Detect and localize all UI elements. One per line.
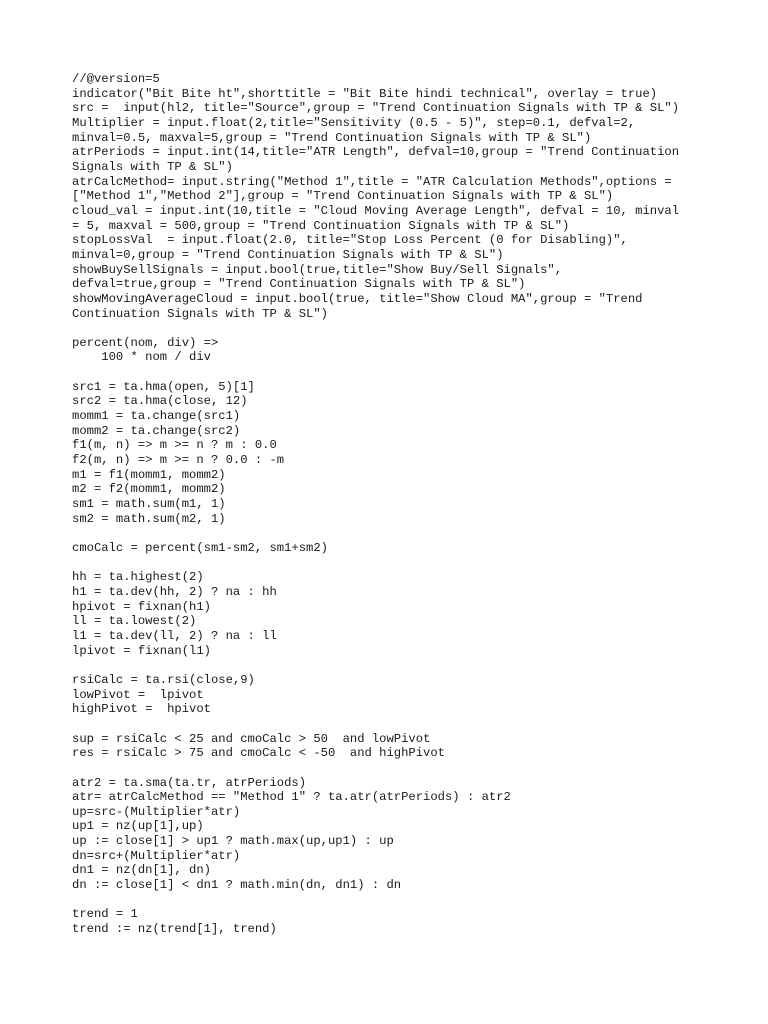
code-line [72, 717, 712, 732]
code-line: = 5, maxval = 500,group = "Trend Continuation Signals with TP & SL") [72, 218, 570, 233]
code-line: l1 = ta.dev(ll, 2) ? na : ll [72, 628, 277, 643]
code-line: f2(m, n) => m >= n ? 0.0 : -m [72, 453, 285, 468]
code-line: atr= atrCalcMethod == "Method 1" ? ta.atr(atrPeriods) : atr2 [72, 790, 511, 805]
code-line: m2 = f2(momm1, momm2) [72, 482, 226, 497]
code-line: m1 = f1(momm1, momm2) [72, 467, 226, 482]
code-line: lpivot = fixnan(l1) [72, 643, 211, 658]
code-line [72, 893, 712, 908]
code-line: sup = rsiCalc < 25 and cmoCalc > 50 and lowPivot [72, 731, 431, 746]
code-line: cloud_val = input.int(10,title = "Cloud Moving Average Length", defval = 10, minval [72, 203, 680, 218]
code-line: //@version=5 [72, 72, 160, 86]
code-line: dn1 = nz(dn[1], dn) [72, 863, 211, 878]
code-line [72, 365, 712, 380]
code-line: atr2 = ta.sma(ta.tr, atrPeriods) [72, 775, 307, 790]
code-line: defval=true,group = "Trend Continuation Signals with TP & SL") [72, 277, 526, 292]
code-line: src2 = ta.hma(close, 12) [72, 394, 248, 409]
code-line: highPivot = hpivot [72, 702, 211, 717]
code-line [72, 526, 712, 541]
code-line [72, 658, 712, 673]
code-line: dn := close[1] < dn1 ? math.min(dn, dn1) : dn [72, 878, 402, 893]
code-line: Continuation Signals with TP & SL") [72, 306, 328, 321]
code-line: stopLossVal = input.float(2.0, title="Stop Loss Percent (0 for Disabling)", [72, 233, 628, 248]
code-line: rsiCalc = ta.rsi(close,9) [72, 672, 255, 687]
code-block [72, 72, 712, 937]
code-line: sm1 = math.sum(m1, 1) [72, 497, 226, 512]
code-line: atrPeriods = input.int(14,title="ATR Length", defval=10,group = "Trend Continuation [72, 145, 680, 160]
code-line: Multiplier = input.float(2,title="Sensitivity (0.5 - 5)", step=0.1, defval=2, [72, 115, 636, 130]
code-line: trend = 1 [72, 907, 138, 922]
code-line: trend := nz(trend[1], trend) [72, 922, 277, 937]
code-line: sm2 = math.sum(m2, 1) [72, 511, 226, 526]
code-line: Signals with TP & SL") [72, 159, 233, 174]
code-line: up1 = nz(up[1],up) [72, 819, 204, 834]
code-line: hpivot = fixnan(h1) [72, 599, 211, 614]
code-line: atrCalcMethod= input.string("Method 1",title = "ATR Calculation Methods",options = [72, 174, 672, 189]
code-line: showBuySellSignals = input.bool(true,title="Show Buy/Sell Signals", [72, 262, 563, 277]
code-line: cmoCalc = percent(sm1-sm2, sm1+sm2) [72, 541, 328, 555]
code-line: indicator("Bit Bite ht",shorttitle = "Bit Bite hindi technical", overlay = true) [72, 86, 658, 101]
code-line: ["Method 1","Method 2"],group = "Trend Continuation Signals with TP & SL") [72, 189, 614, 204]
code-line: momm2 = ta.change(src2) [72, 423, 241, 438]
code-line: 100 * nom / div [72, 350, 211, 365]
code-line: src = input(hl2, title="Source",group = "Trend Continuation Signals with TP & SL") [72, 101, 680, 116]
code-line: minval=0.5, maxval=5,group = "Trend Continuation Signals with TP & SL") [72, 130, 592, 145]
code-line: showMovingAverageCloud = input.bool(true, title="Show Cloud MA",group = "Trend [72, 291, 643, 306]
code-line: percent(nom, div) => [72, 335, 219, 350]
code-line: ll = ta.lowest(2) [72, 614, 197, 629]
code-line: hh = ta.highest(2) [72, 570, 204, 585]
code-line [72, 556, 712, 571]
code-line: h1 = ta.dev(hh, 2) ? na : hh [72, 584, 277, 599]
code-line: up := close[1] > up1 ? math.max(up,up1) : up [72, 834, 394, 849]
code-line [72, 761, 712, 776]
code-line [72, 321, 712, 336]
code-line: dn=src+(Multiplier*atr) [72, 848, 241, 863]
code-line: f1(m, n) => m >= n ? m : 0.0 [72, 438, 277, 453]
code-line: lowPivot = lpivot [72, 687, 204, 702]
code-line: src1 = ta.hma(open, 5)[1] [72, 379, 255, 394]
code-line: up=src-(Multiplier*atr) [72, 804, 241, 819]
code-line: momm1 = ta.change(src1) [72, 409, 241, 424]
code-line: minval=0,group = "Trend Continuation Signals with TP & SL") [72, 247, 504, 262]
code-line: res = rsiCalc > 75 and cmoCalc < -50 and highPivot [72, 746, 445, 761]
